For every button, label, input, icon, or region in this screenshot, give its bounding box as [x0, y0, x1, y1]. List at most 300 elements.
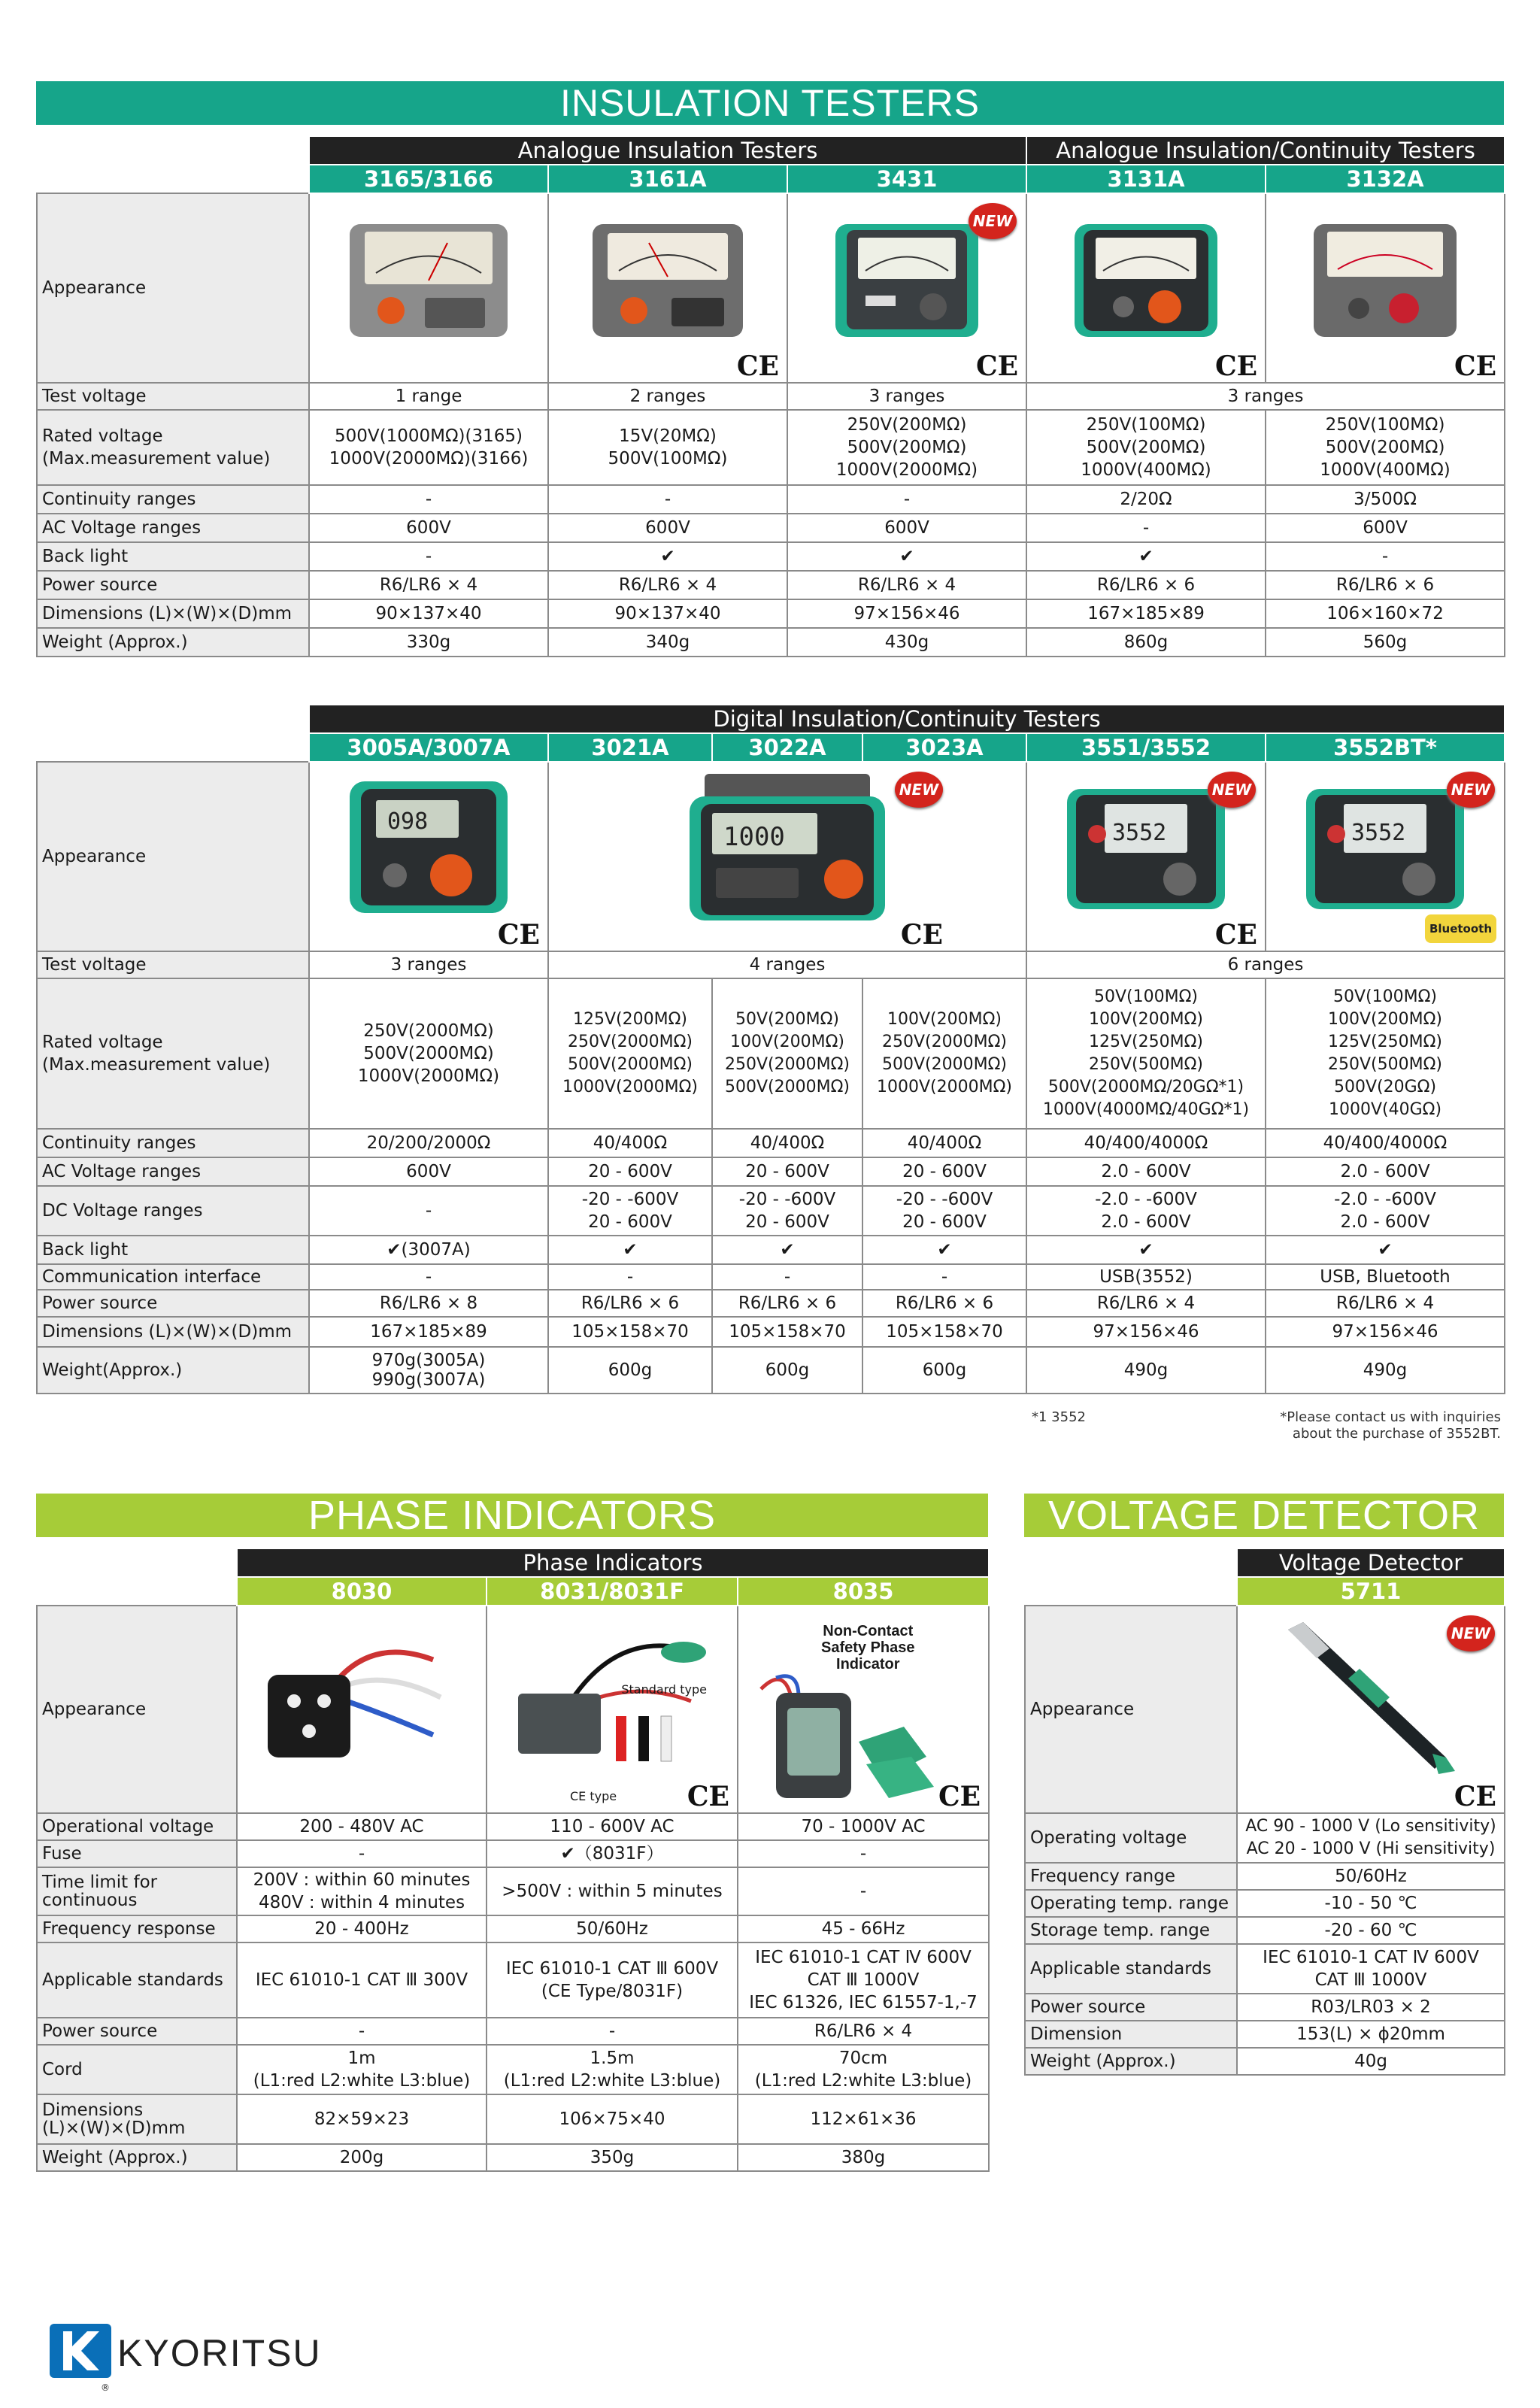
cell-value: R6/LR6 × 6: [862, 1290, 1026, 1317]
cell-value: 600V: [309, 1157, 548, 1186]
value-line: 250V(2000MΩ): [363, 1021, 494, 1041]
cell-value: [309, 1347, 548, 1394]
value-line: -20 - -600V: [896, 1190, 993, 1209]
new-badge: NEW: [969, 203, 1017, 239]
cell-value: 1 range: [309, 383, 548, 410]
product-image-8031: [487, 1606, 738, 1813]
cell-value: [862, 1186, 1026, 1236]
product-image-3165: [309, 193, 548, 383]
value-line: 500V(20GΩ): [1333, 1078, 1437, 1096]
ce-mark-icon: CE: [1454, 350, 1497, 382]
row-label-back-light: Back light: [37, 542, 309, 571]
cell-value: 20/200/2000Ω: [309, 1129, 548, 1157]
label-line: Dimensions: [42, 2100, 144, 2120]
cell-value: R6/LR6 × 6: [548, 1290, 712, 1317]
brand-name: KYORITSU: [117, 2332, 322, 2374]
caption-line: Indicator: [836, 1656, 900, 1673]
cell-value: [487, 1942, 738, 2018]
cell-value: USB(3552): [1026, 1264, 1266, 1290]
cell-value: [548, 1186, 712, 1236]
value-line: (L1:red L2:white L3:blue): [253, 2071, 471, 2091]
value-line: 100V(200MΩ): [1089, 1010, 1203, 1029]
row-label-test-voltage: Test voltage: [37, 951, 309, 978]
value-line: 70cm: [838, 2049, 888, 2068]
cell-value: 3/500Ω: [1266, 485, 1505, 514]
ce-mark-icon: CE: [736, 350, 779, 382]
row-label-dc-voltage: DC Voltage ranges: [37, 1186, 309, 1236]
row-label-storage-temp: Storage temp. range: [1025, 1917, 1237, 1944]
cell-value: 6 ranges: [1026, 951, 1505, 978]
cell-value: 860g: [1026, 628, 1266, 657]
row-label-time-limit: [37, 1867, 237, 1915]
analog-tester-icon: [574, 209, 762, 344]
svg-text:3552: 3552: [1351, 820, 1406, 846]
cell-value: 153(L) × ϕ20mm: [1237, 2021, 1505, 2048]
cell-value: [309, 978, 548, 1129]
model-8035: 8035: [738, 1577, 989, 1606]
phase-indicator-icon: [253, 1615, 471, 1780]
ce-mark-icon: CE: [1214, 350, 1258, 382]
value-line: 500V(2000MΩ/20GΩ*1): [1047, 1078, 1244, 1096]
cell-value: -: [548, 485, 787, 514]
row-label-appearance: Appearance: [37, 193, 309, 383]
model-3021a: 3021A: [548, 733, 712, 762]
label-line: (L)×(W)×(D)mm: [42, 2118, 186, 2138]
analog-tester-icon: [335, 209, 523, 344]
value-line: -20 - -600V: [581, 1190, 679, 1209]
value-line: 250V(200MΩ): [847, 415, 967, 435]
cell-value: 97×156×46: [1266, 1317, 1505, 1347]
value-line: 125V(250MΩ): [1328, 1033, 1442, 1051]
value-line: 50V(200MΩ): [735, 1010, 839, 1029]
model-3165-3166: 3165/3166: [309, 165, 548, 193]
value-line: AC 20 - 1000 V (Hi sensitivity): [1246, 1839, 1496, 1858]
cell-value: 3 ranges: [309, 951, 548, 978]
value-line: 2.0 - 600V: [1340, 1212, 1430, 1232]
ce-mark-icon: CE: [1454, 1781, 1496, 1812]
cell-value: [738, 2045, 989, 2094]
value-line: 500V(2000MΩ): [725, 1078, 850, 1096]
value-line: IEC 61010-1 CAT Ⅳ 600V: [1263, 1948, 1479, 1967]
model-3022a: 3022A: [712, 733, 862, 762]
cell-value: 350g: [487, 2144, 738, 2171]
new-badge: NEW: [895, 772, 943, 808]
footnote-3552: *1 3552: [1032, 1409, 1086, 1425]
cell-value: 200 - 480V AC: [237, 1813, 487, 1840]
cell-value: 112×61×36: [738, 2094, 989, 2144]
ce-mark-icon: CE: [975, 350, 1019, 382]
digital-insulation-table: [36, 704, 1505, 1394]
ce-type-label: CE type: [570, 1789, 617, 1803]
row-label-back-light: Back light: [37, 1236, 309, 1264]
model-3005a-3007a: 3005A/3007A: [309, 733, 548, 762]
caption-line: Non-Contact: [823, 1623, 914, 1639]
row-label-weight: Weight(Approx.): [37, 1347, 309, 1394]
model-3131a: 3131A: [1026, 165, 1266, 193]
cell-value: 600V: [1266, 514, 1505, 542]
product-image-8035: [738, 1606, 989, 1813]
row-label-dimensions: Dimensions (L)×(W)×(D)mm: [37, 599, 309, 628]
label-line: (Max.measurement value): [42, 449, 271, 469]
row-label-continuity: Continuity ranges: [37, 485, 309, 514]
value-line: 250V(500MΩ): [1328, 1055, 1442, 1074]
cell-value: -20 - 60 ℃: [1237, 1917, 1505, 1944]
cell-value: R6/LR6 × 4: [309, 571, 548, 599]
cell-value: -: [738, 1867, 989, 1915]
cell-value: 90×137×40: [309, 599, 548, 628]
cell-value: 70 - 1000V AC: [738, 1813, 989, 1840]
row-label-power: Power source: [37, 2018, 237, 2045]
value-line: 1m: [347, 2049, 376, 2068]
cell-value: 2/20Ω: [1026, 485, 1266, 514]
model-3551-3552: 3551/3552: [1026, 733, 1266, 762]
row-label-dimensions: [37, 2094, 237, 2144]
cell-value: R6/LR6 × 4: [738, 2018, 989, 2045]
cell-value: 105×158×70: [862, 1317, 1026, 1347]
cell-value: 600V: [787, 514, 1026, 542]
non-contact-caption: [821, 1623, 915, 1673]
cell-value: 380g: [738, 2144, 989, 2171]
cell-value: 490g: [1026, 1347, 1266, 1394]
row-label-rated-voltage: [37, 978, 309, 1129]
caption-line: Safety Phase: [821, 1639, 915, 1656]
phase-indicator-icon: [753, 1674, 949, 1802]
analogue-insulation-table: [36, 135, 1505, 657]
label-line: continuous: [42, 1891, 138, 1910]
voltage-detector-banner: VOLTAGE DETECTOR: [1024, 1494, 1504, 1537]
product-image-8030: [237, 1606, 487, 1813]
analog-tester-icon: [1052, 209, 1240, 344]
cell-value: [862, 978, 1026, 1129]
value-line: 500V(200MΩ): [847, 438, 967, 457]
value-line: 970g(3005A): [371, 1351, 486, 1370]
row-label-test-voltage: Test voltage: [37, 383, 309, 410]
cell-value: 2.0 - 600V: [1026, 1157, 1266, 1186]
cell-value: 167×185×89: [1026, 599, 1266, 628]
group-phase-indicators: Phase Indicators: [237, 1548, 989, 1577]
value-line: 20 - 600V: [745, 1212, 829, 1232]
value-line: 250V(100MΩ): [1086, 415, 1206, 435]
cell-value: 3 ranges: [1026, 383, 1505, 410]
cell-value: R6/LR6 × 8: [309, 1290, 548, 1317]
phase-indicators-banner: PHASE INDICATORS: [36, 1494, 988, 1537]
cell-value: 200g: [237, 2144, 487, 2171]
label-line: Rated voltage: [42, 1033, 163, 1052]
value-line: 1000V(400MΩ): [1081, 460, 1211, 480]
cell-value: R6/LR6 × 4: [1266, 1290, 1505, 1317]
model-3431: 3431: [787, 165, 1026, 193]
cell-value: 2 ranges: [548, 383, 787, 410]
model-8031: 8031/8031F: [487, 1577, 738, 1606]
cell-value: R6/LR6 × 6: [712, 1290, 862, 1317]
group-digital-insulation: Digital Insulation/Continuity Testers: [309, 705, 1505, 733]
value-line: 1000V(2000MΩ): [835, 460, 978, 480]
cell-value: -: [309, 485, 548, 514]
value-line: 250V(2000MΩ): [568, 1033, 693, 1051]
cell-value: [1237, 1944, 1505, 1994]
cell-value: 3 ranges: [787, 383, 1026, 410]
value-line: CAT Ⅲ 1000V: [807, 1970, 920, 1990]
cell-value: -: [712, 1264, 862, 1290]
cell-value: -: [237, 1840, 487, 1867]
registered-mark: ®: [101, 2382, 110, 2393]
product-image-3431: [787, 193, 1026, 383]
row-label-standards: Applicable standards: [1025, 1944, 1237, 1994]
value-line: 500V(100MΩ): [608, 449, 728, 469]
cell-value: 20 - 600V: [712, 1157, 862, 1186]
footnote-3552bt: [1233, 1409, 1501, 1442]
cell-value: 110 - 600V AC: [487, 1813, 738, 1840]
group-analogue-insulation-continuity: Analogue Insulation/Continuity Testers: [1026, 136, 1505, 165]
row-label-frequency-range: Frequency range: [1025, 1863, 1237, 1890]
value-line: 1000V(2000MΩ)(3166): [329, 449, 529, 469]
row-label-power: Power source: [37, 571, 309, 599]
row-label-power: Power source: [37, 1290, 309, 1317]
value-line: 1000V(4000MΩ/40GΩ*1): [1042, 1100, 1250, 1119]
value-line: 125V(250MΩ): [1089, 1033, 1203, 1051]
bluetooth-badge: Bluetooth: [1425, 914, 1496, 943]
value-line: 500V(2000MΩ): [882, 1055, 1007, 1074]
cell-value: 40/400/4000Ω: [1266, 1129, 1505, 1157]
cell-value: 50/60Hz: [487, 1915, 738, 1942]
footnote-line: *Please contact us with inquiries: [1280, 1409, 1501, 1425]
value-line: 990g(3007A): [371, 1370, 486, 1390]
ce-mark-icon: CE: [900, 919, 943, 951]
value-line: 500V(2000MΩ): [363, 1044, 494, 1063]
row-label-dimension: Dimension: [1025, 2021, 1237, 2048]
model-3552bt: 3552BT*: [1266, 733, 1505, 762]
value-line: IEC 61010-1 CAT Ⅲ 600V: [505, 1959, 719, 1979]
row-label-operational-voltage: Operational voltage: [37, 1813, 237, 1840]
value-line: 100V(200MΩ): [1328, 1010, 1442, 1029]
checkmark-icon: ✔: [1026, 542, 1266, 571]
cell-value: 560g: [1266, 628, 1505, 657]
value-line: IEC 61326, IEC 61557-1,-7: [749, 1993, 978, 2012]
new-badge: NEW: [1447, 772, 1495, 808]
row-label-operating-voltage: Operating voltage: [1025, 1813, 1237, 1863]
cell-value: 105×158×70: [548, 1317, 712, 1347]
cell-value: [309, 410, 548, 485]
cell-value: -: [237, 2018, 487, 2045]
cell-value: -10 - 50 ℃: [1237, 1890, 1505, 1917]
digital-tester-icon: [667, 766, 908, 924]
cell-value: [548, 978, 712, 1129]
cell-value: [1266, 410, 1505, 485]
cell-value: 330g: [309, 628, 548, 657]
value-line: 250V(2000MΩ): [882, 1033, 1007, 1051]
cell-value: [712, 978, 862, 1129]
group-analogue-insulation: Analogue Insulation Testers: [309, 136, 1026, 165]
row-label-communication: Communication interface: [37, 1264, 309, 1290]
cell-value: 600V: [309, 514, 548, 542]
row-label-operating-temp: Operating temp. range: [1025, 1890, 1237, 1917]
checkmark-icon: ✔: [712, 1236, 862, 1264]
footnote-line: about the purchase of 3552BT.: [1292, 1426, 1501, 1442]
cell-value: R03/LR03 × 2: [1237, 1994, 1505, 2021]
product-image-3551: [1026, 762, 1266, 951]
value-line: 250V(500MΩ): [1089, 1055, 1203, 1074]
cell-value: 45 - 66Hz: [738, 1915, 989, 1942]
cell-value: 340g: [548, 628, 787, 657]
cell-value: -: [862, 1264, 1026, 1290]
svg-text:1000: 1000: [723, 822, 785, 852]
row-label-appearance: Appearance: [37, 1606, 237, 1813]
cell-value: 490g: [1266, 1347, 1505, 1394]
cell-value: 105×158×70: [712, 1317, 862, 1347]
checkmark-icon: ✔(3007A): [309, 1236, 548, 1264]
cell-value: R6/LR6 × 6: [1026, 571, 1266, 599]
value-line: 1000V(400MΩ): [1320, 460, 1451, 480]
analog-tester-icon: [1291, 209, 1479, 344]
row-label-ac-voltage: AC Voltage ranges: [37, 514, 309, 542]
cell-value: 40/400Ω: [862, 1129, 1026, 1157]
label-line: Rated voltage: [42, 426, 163, 446]
value-line: 1000V(2000MΩ): [877, 1078, 1012, 1096]
label-line: Time limit for: [42, 1873, 158, 1892]
row-label-appearance: Appearance: [37, 762, 309, 951]
cell-value: IEC 61010-1 CAT Ⅲ 300V: [237, 1942, 487, 2018]
value-line: 500V(200MΩ): [1325, 438, 1445, 457]
product-image-3131a: [1026, 193, 1266, 383]
row-label-fuse: Fuse: [37, 1840, 237, 1867]
row-label-frequency-response: Frequency response: [37, 1915, 237, 1942]
value-line: (CE Type/8031F): [541, 1982, 684, 2001]
value-line: 125V(200MΩ): [573, 1010, 687, 1029]
cell-value: 20 - 600V: [862, 1157, 1026, 1186]
svg-text:098: 098: [387, 808, 429, 835]
cell-value: [1237, 1813, 1505, 1863]
cell-value: [1026, 410, 1266, 485]
value-line: (L1:red L2:white L3:blue): [754, 2071, 972, 2091]
cell-value: 600g: [862, 1347, 1026, 1394]
value-line: 480V : within 4 minutes: [258, 1893, 465, 1912]
cell-value: 97×156×46: [787, 599, 1026, 628]
cell-value: [1026, 1186, 1266, 1236]
product-image-5711: [1237, 1606, 1505, 1813]
value-line: -20 - -600V: [738, 1190, 836, 1209]
cell-value: USB, Bluetooth: [1266, 1264, 1505, 1290]
cell-value: -: [309, 1264, 548, 1290]
value-line: 20 - 600V: [588, 1212, 672, 1232]
value-line: 2.0 - 600V: [1101, 1212, 1191, 1232]
value-line: AC 90 - 1000 V (Lo sensitivity): [1245, 1817, 1496, 1836]
cell-value: -: [309, 542, 548, 571]
cell-value: R6/LR6 × 4: [548, 571, 787, 599]
value-line: 50V(100MΩ): [1333, 987, 1437, 1006]
cell-value: 50/60Hz: [1237, 1863, 1505, 1890]
ce-mark-icon: CE: [938, 1781, 981, 1812]
ce-mark-icon: CE: [497, 919, 540, 951]
ce-mark-icon: CE: [687, 1781, 729, 1812]
cell-value: R6/LR6 × 4: [1026, 1290, 1266, 1317]
value-line: -2.0 - -600V: [1334, 1190, 1436, 1209]
new-badge: NEW: [1208, 772, 1256, 808]
product-image-3161a: [548, 193, 787, 383]
checkmark-icon: ✔: [1026, 1236, 1266, 1264]
value-line: 50V(100MΩ): [1094, 987, 1198, 1006]
cell-value: 20 - 400Hz: [237, 1915, 487, 1942]
cell-value: [237, 1867, 487, 1915]
cell-value: R6/LR6 × 4: [787, 571, 1026, 599]
cell-value: -: [1026, 514, 1266, 542]
cell-value: [548, 410, 787, 485]
cell-value: 430g: [787, 628, 1026, 657]
cell-value: 40g: [1237, 2048, 1505, 2075]
row-label-rated-voltage: [37, 410, 309, 485]
brand-logo: [50, 2324, 322, 2382]
cell-value: [738, 1942, 989, 2018]
product-image-3005a: [309, 762, 548, 951]
row-label-standards: Applicable standards: [37, 1942, 237, 2018]
label-line: (Max.measurement value): [42, 1055, 271, 1075]
standard-type-label: Standard type: [621, 1682, 707, 1697]
cell-value: 4 ranges: [548, 951, 1026, 978]
value-line: 500V(2000MΩ): [568, 1055, 693, 1074]
checkmark-icon: ✔（8031F）: [487, 1840, 738, 1867]
value-line: 100V(200MΩ): [887, 1010, 1002, 1029]
checkmark-icon: ✔: [1266, 1236, 1505, 1264]
value-line: (L1:red L2:white L3:blue): [503, 2071, 721, 2091]
cell-value: >500V : within 5 minutes: [487, 1867, 738, 1915]
cell-value: R6/LR6 × 6: [1266, 571, 1505, 599]
model-3161a: 3161A: [548, 165, 787, 193]
checkmark-icon: ✔: [548, 1236, 712, 1264]
ce-mark-icon: CE: [1214, 919, 1257, 951]
product-image-3021a-3023a: [548, 762, 1026, 951]
cell-value: 106×75×40: [487, 2094, 738, 2144]
value-line: -2.0 - -600V: [1095, 1190, 1197, 1209]
row-label-ac-voltage: AC Voltage ranges: [37, 1157, 309, 1186]
value-line: 500V(1000MΩ)(3165): [334, 426, 523, 446]
product-image-3552bt: [1266, 762, 1505, 951]
value-line: 1000V(40GΩ): [1328, 1100, 1442, 1119]
insulation-testers-banner: INSULATION TESTERS: [36, 81, 1504, 125]
product-image-3132a: [1266, 193, 1505, 383]
cell-value: 600V: [548, 514, 787, 542]
cell-value: [1026, 978, 1266, 1129]
cell-value: [1266, 1186, 1505, 1236]
cell-value: -: [487, 2018, 738, 2045]
value-line: 200V : within 60 minutes: [253, 1870, 471, 1890]
digital-tester-icon: [335, 770, 523, 920]
cell-value: [1266, 978, 1505, 1129]
cell-value: 600g: [548, 1347, 712, 1394]
row-label-power: Power source: [1025, 1994, 1237, 2021]
value-line: 250V(100MΩ): [1325, 415, 1445, 435]
model-3023a: 3023A: [862, 733, 1026, 762]
value-line: 15V(20MΩ): [619, 426, 717, 446]
cell-value: 97×156×46: [1026, 1317, 1266, 1347]
checkmark-icon: ✔: [548, 542, 787, 571]
cell-value: 90×137×40: [548, 599, 787, 628]
cell-value: 40/400Ω: [712, 1129, 862, 1157]
voltage-detector-table: [1024, 1548, 1505, 2076]
model-3132a: 3132A: [1266, 165, 1505, 193]
group-voltage-detector: Voltage Detector: [1237, 1548, 1505, 1577]
cell-value: [787, 410, 1026, 485]
checkmark-icon: ✔: [862, 1236, 1026, 1264]
row-label-weight: Weight (Approx.): [1025, 2048, 1237, 2075]
value-line: 1.5m: [590, 2049, 635, 2068]
kyoritsu-logo-icon: [50, 2324, 111, 2382]
phase-indicators-table: [36, 1548, 990, 2172]
cell-value: [712, 1186, 862, 1236]
value-line: IEC 61010-1 CAT Ⅳ 600V: [755, 1948, 972, 1967]
model-5711: 5711: [1237, 1577, 1505, 1606]
value-line: 20 - 600V: [902, 1212, 987, 1232]
cell-value: [487, 2045, 738, 2094]
row-label-appearance: Appearance: [1025, 1606, 1237, 1813]
